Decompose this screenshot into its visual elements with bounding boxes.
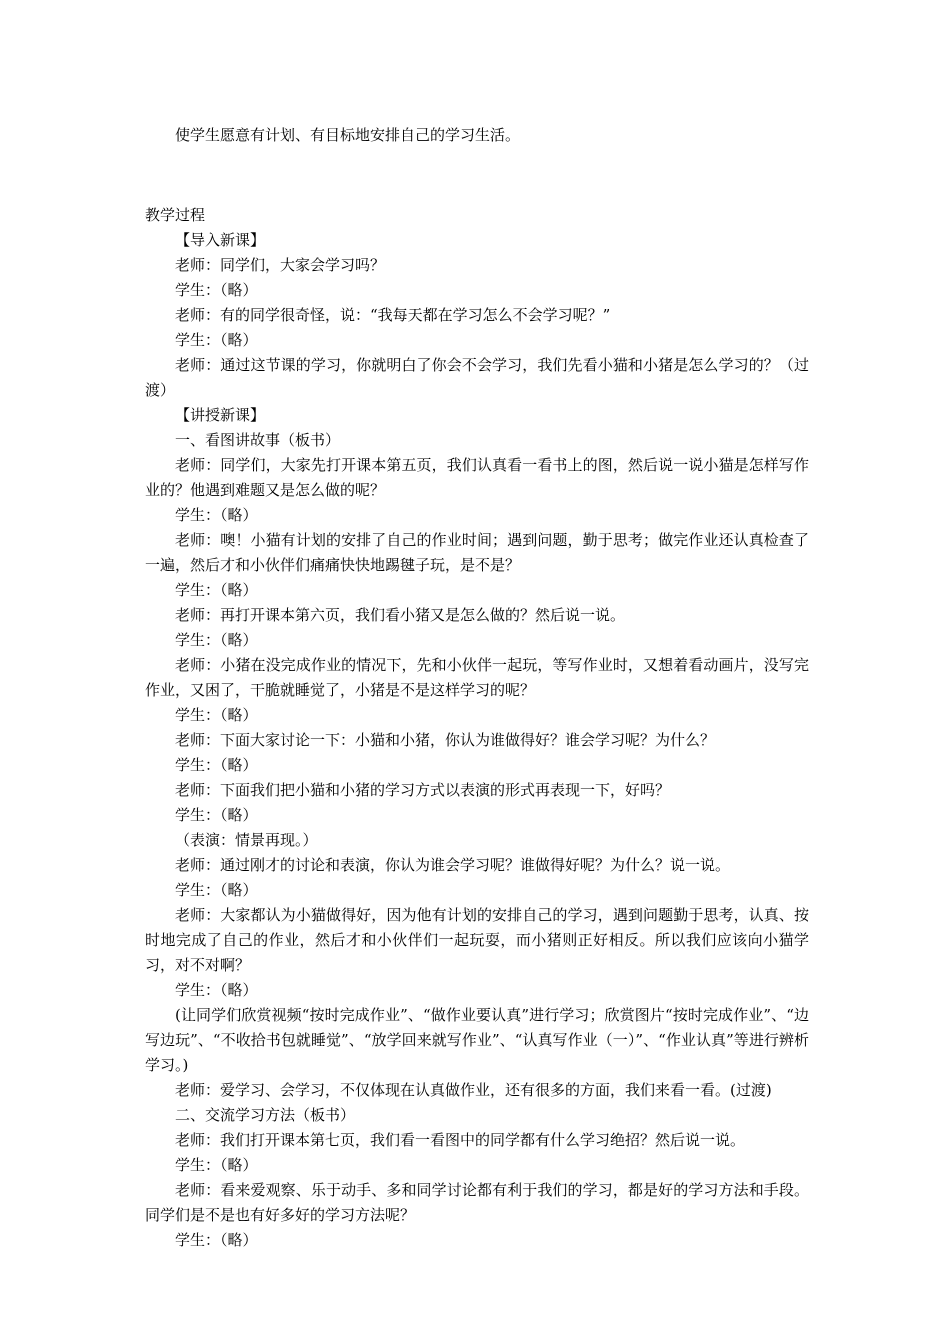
paragraph: 学生：（略）: [175, 631, 258, 649]
paragraph: 老师：我们打开课本第七页，我们看一看图中的同学都有什么学习绝招？然后说一说。: [175, 1131, 746, 1149]
paragraph: 学生：（略）: [175, 981, 258, 999]
paragraph: 学生：（略）: [175, 281, 258, 299]
paragraph: 【导入新课】: [175, 231, 266, 249]
paragraph: 老师：有的同学很奇怪，说：“我每天都在学习怎么不会学习呢？”: [175, 306, 611, 324]
paragraph: 老师：下面我们把小猫和小猪的学习方式以表演的形式再表现一下，好吗？: [175, 781, 671, 799]
paragraph: 学生：（略）: [175, 506, 258, 524]
paragraph: 老师：小猪在没完成作业的情况下，先和小伙伴一起玩，等写作业时，又想着看动画片，没写完作业，又困了，干脆就睡觉了，小猪是不是这样学习的呢？: [145, 656, 809, 699]
paragraph: 学生：（略）: [175, 706, 258, 724]
paragraph: 教学过程: [145, 206, 206, 224]
paragraph: 老师：通过刚才的讨论和表演，你认为谁会学习呢？谁做得好呢？为什么？说一说。: [175, 856, 731, 874]
paragraph: 学生：（略）: [175, 1231, 258, 1249]
paragraph: 学生：（略）: [175, 881, 258, 899]
paragraph: 老师：再打开课本第六页，我们看小猪又是怎么做的？然后说一说。: [175, 606, 626, 624]
paragraph: 老师：噢！小猫有计划的安排了自己的作业时间；遇到问题，勤于思考；做完作业还认真检查了一遍，然后才和小伙伴们痛痛快快地踢毽子玩，是不是？: [145, 531, 809, 574]
paragraph: 学生：（略）: [175, 756, 258, 774]
paragraph: 老师：同学们，大家先打开课本第五页，我们认真看一看书上的图，然后说一说小猫是怎样写作业的？他遇到难题又是怎么做的呢？: [145, 456, 809, 499]
paragraph: 学生：（略）: [175, 581, 258, 599]
blank-line: [145, 163, 809, 188]
paragraph: 使学生愿意有计划、有目标地安排自己的学习生活。: [175, 126, 521, 144]
paragraph: 老师：通过这节课的学习，你就明白了你会不会学习，我们先看小猫和小猪是怎么学习的？（过渡）: [145, 356, 809, 399]
paragraph: 老师：大家都认为小猫做得好，因为他有计划的安排自己的学习，遇到问题勤于思考，认真、按时地完成了自己的作业，然后才和小伙伴们一起玩耍，而小猪则正好相反。所以我们应该向小猫学习，对不对啊？: [145, 906, 809, 974]
paragraph: (让同学们欣赏视频“按时完成作业”、“做作业要认真”进行学习；欣赏图片“按时完成作业”、“边写边玩”、“不收拾书包就睡觉”、“放学回来就写作业”、“认真写作业（一）”、“作业认真”等进行辨析学习。): [145, 1006, 809, 1074]
lesson-plan-body: [145, 123, 809, 1253]
paragraph: （表演：情景再现。）: [175, 831, 318, 849]
paragraph: 学生：（略）: [175, 331, 258, 349]
paragraph: 学生：（略）: [175, 806, 258, 824]
paragraph: 老师：看来爱观察、乐于动手、多和同学讨论都有利于我们的学习，都是好的学习方法和手段。同学们是不是也有好多好的学习方法呢？: [145, 1181, 809, 1224]
paragraph: 学生：（略）: [175, 1156, 258, 1174]
paragraph: 老师：下面大家讨论一下：小猫和小猪，你认为谁做得好？谁会学习呢？为什么？: [175, 731, 716, 749]
paragraph: 老师：同学们，大家会学习吗？: [175, 256, 386, 274]
paragraph: 老师：爱学习、会学习，不仅体现在认真做作业，还有很多的方面，我们来看一看。(过渡): [175, 1081, 772, 1099]
paragraph: 二、交流学习方法（板书）: [175, 1106, 356, 1124]
paragraph: 一、看图讲故事（板书）: [175, 431, 341, 449]
paragraph: 【讲授新课】: [175, 406, 266, 424]
